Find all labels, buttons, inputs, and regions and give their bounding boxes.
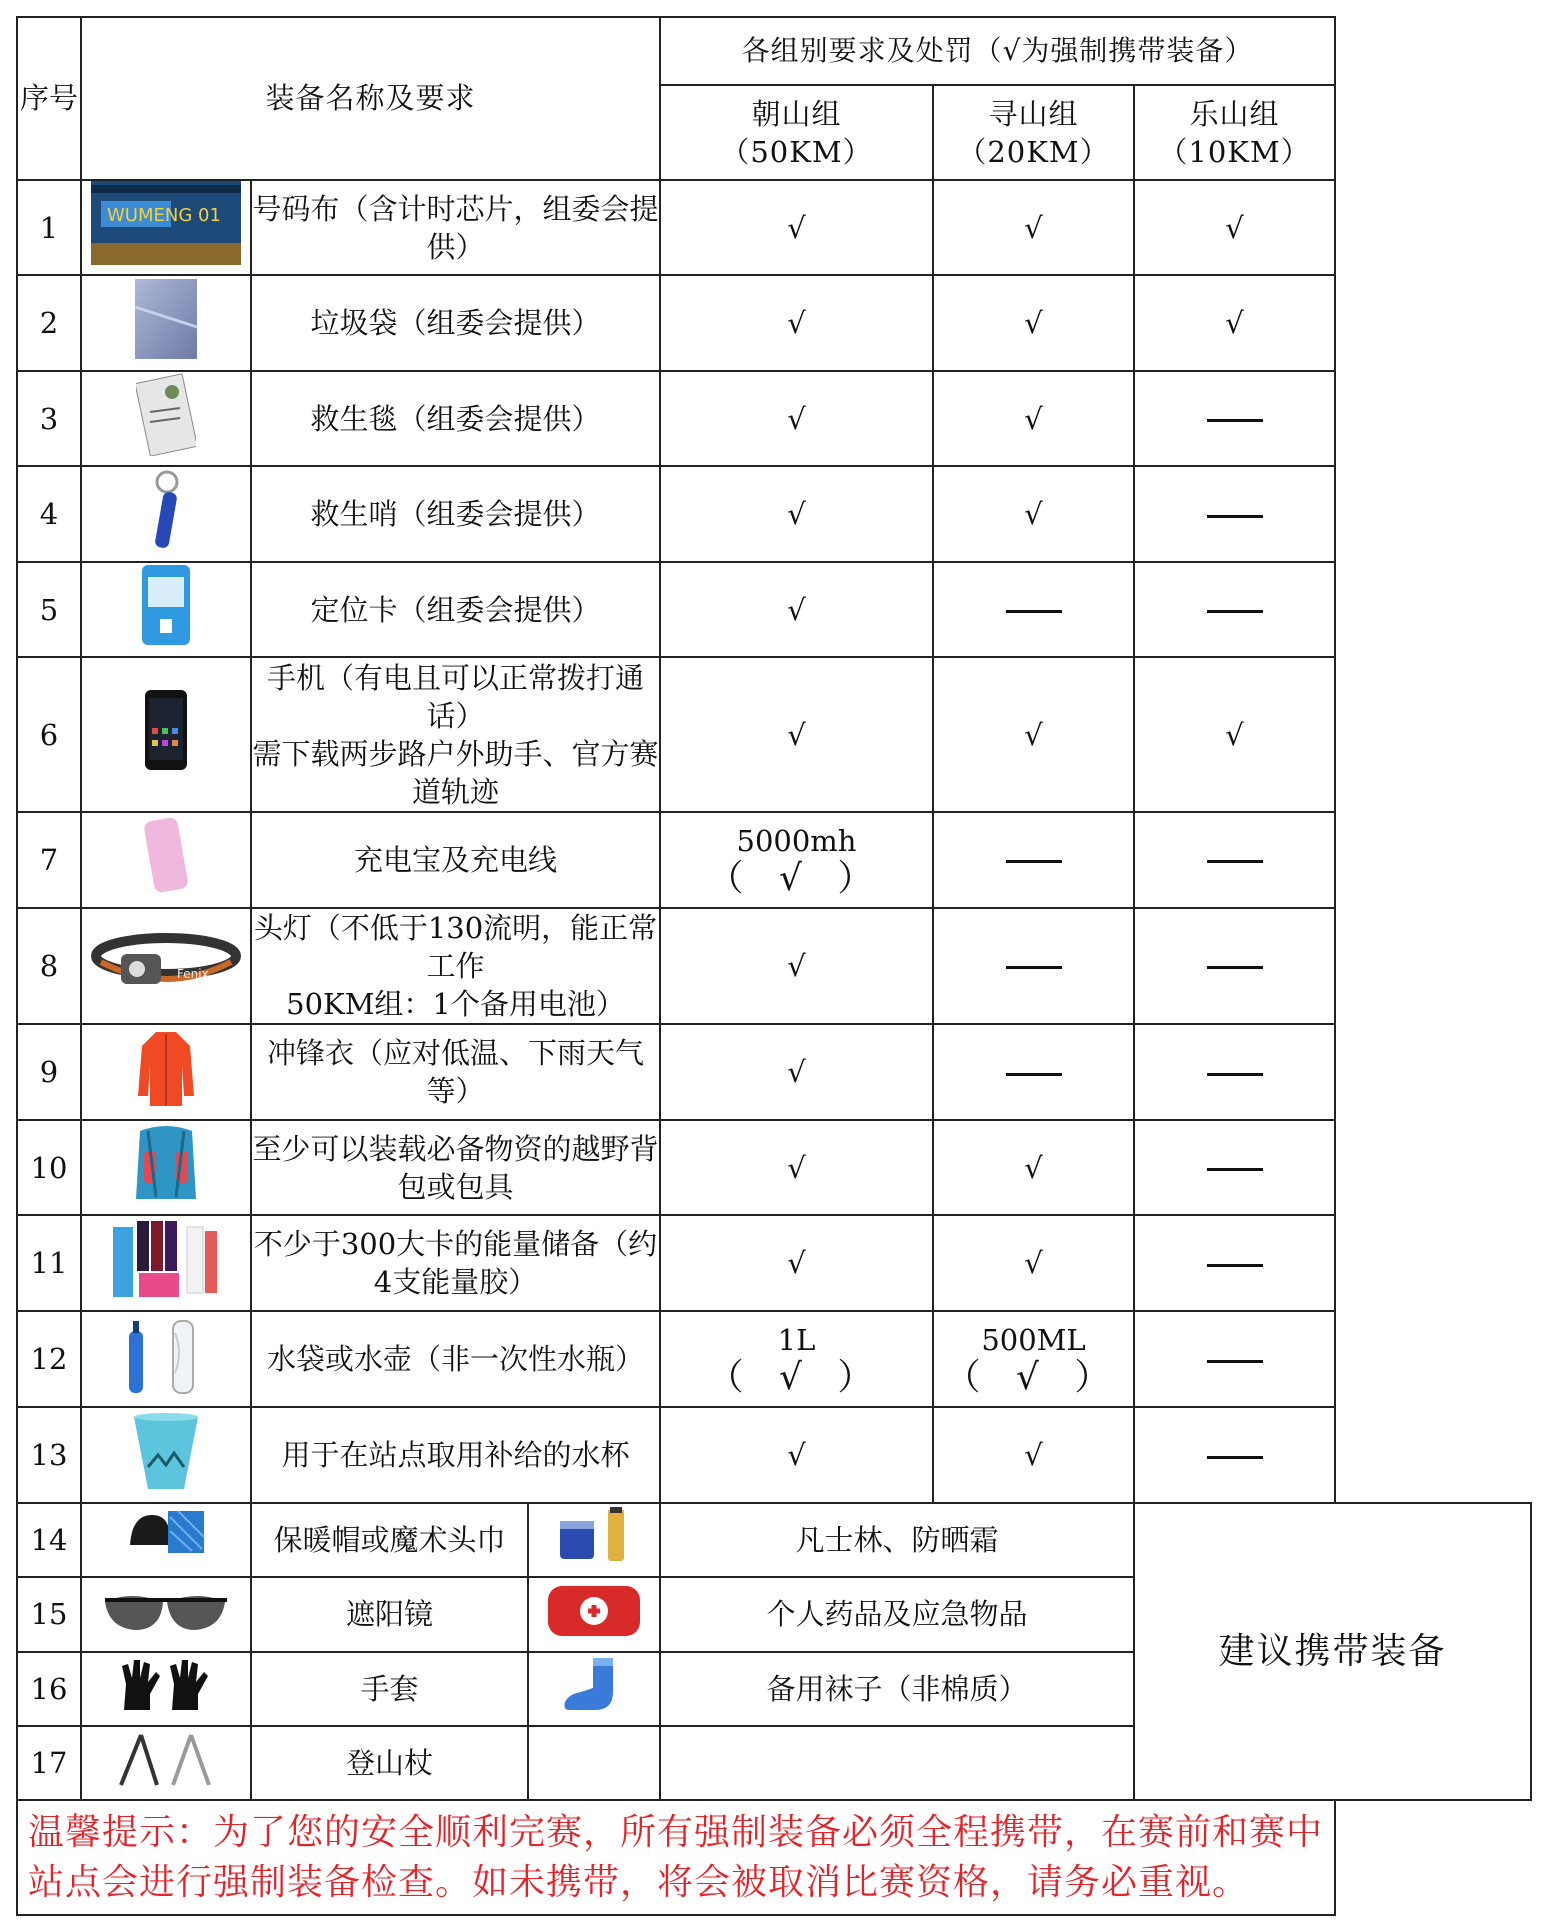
req-cell [933, 1024, 1134, 1120]
warning-row [17, 1800, 1531, 1915]
required-check: √ [787, 306, 806, 341]
not-required-dash [1207, 1168, 1263, 1171]
required-check: √ [1024, 401, 1043, 436]
req-cell [933, 657, 1134, 812]
req-cell [660, 812, 933, 908]
required-check: √ [787, 592, 806, 627]
req-cell [933, 1120, 1134, 1216]
req-amount: 5000mh [736, 823, 857, 858]
not-required-dash [1207, 966, 1263, 969]
equipment-row [17, 1120, 1531, 1216]
required-check: √ [787, 401, 806, 436]
required-check: √ [1024, 1438, 1043, 1473]
req-cell [1134, 275, 1335, 371]
item-image [81, 180, 251, 276]
equipment-row [17, 1311, 1531, 1408]
req-cell [1134, 371, 1335, 467]
item-name-line: 充电宝及充电线 [353, 842, 557, 877]
row-number: 9 [17, 1024, 81, 1120]
item-name [251, 371, 660, 467]
energy-gel-icon [82, 1217, 250, 1310]
item-name [251, 812, 660, 908]
item-image [81, 275, 251, 371]
equipment-row [17, 180, 1531, 276]
not-required-dash [1006, 860, 1062, 863]
required-check: √ [787, 1438, 806, 1473]
req-cell [933, 812, 1134, 908]
required-check: √ [1024, 717, 1043, 752]
not-required-dash [1207, 1264, 1263, 1267]
req-cell [1134, 466, 1335, 562]
item-name-line: 水袋或水壶（非一次性水瓶） [266, 1342, 644, 1377]
suggested-item-left: 遮阳镜 [251, 1577, 528, 1651]
row-number: 8 [17, 908, 81, 1025]
group-header-10km [1134, 85, 1335, 179]
req-cell [1134, 908, 1335, 1025]
trekking-poles-icon [82, 1729, 250, 1798]
suggested-row [17, 1503, 1531, 1577]
required-check: √ [787, 1150, 806, 1185]
req-amount: 500ML [981, 1323, 1086, 1358]
req-mark: （ √ ） [944, 1357, 1123, 1399]
req-cell [1134, 1407, 1335, 1503]
gloves-icon [82, 1654, 250, 1723]
item-image [81, 1407, 251, 1503]
req-cell [660, 1407, 933, 1503]
req-cell [1134, 812, 1335, 908]
item-name [251, 657, 660, 812]
equipment-row [17, 812, 1531, 908]
item-image [528, 1726, 660, 1800]
row-number: 15 [17, 1577, 81, 1651]
warning-text: 温馨提示：为了您的安全顺利完赛，所有强制装备必须全程携带，在赛前和赛中站点会进行强制装备检查。如未携带，将会被取消比赛资格，请务必重视。 [17, 1800, 1335, 1915]
not-required-dash [1207, 610, 1263, 613]
item-name [251, 1311, 660, 1408]
req-cell [1134, 562, 1335, 658]
item-image [81, 1311, 251, 1408]
item-image [81, 812, 251, 908]
item-name-line: 手机（有电且可以正常拨打通话） [266, 660, 644, 733]
req-cell [933, 562, 1134, 658]
item-name [251, 1215, 660, 1311]
req-cell [660, 562, 933, 658]
row-number: 12 [17, 1311, 81, 1408]
item-image [81, 466, 251, 562]
not-required-dash [1207, 1360, 1263, 1363]
item-name-line: 50KM组：1个备用电池） [286, 986, 625, 1021]
sunscreen-icon [529, 1505, 659, 1574]
required-check: √ [1024, 497, 1043, 532]
cup-icon [82, 1409, 250, 1502]
item-name [251, 1024, 660, 1120]
item-image [81, 1503, 251, 1577]
first-aid-kit-icon [529, 1580, 659, 1649]
not-required-dash [1006, 1073, 1062, 1076]
row-number: 2 [17, 275, 81, 371]
required-check: √ [1024, 1246, 1043, 1281]
row-number: 14 [17, 1503, 81, 1577]
group-distance: （10KM） [1158, 134, 1311, 169]
req-cell [933, 1311, 1134, 1408]
item-image [81, 1652, 251, 1726]
not-required-dash [1207, 1073, 1263, 1076]
group-header-20km [933, 85, 1134, 179]
required-check: √ [1024, 210, 1043, 245]
name-header: 装备名称及要求 [81, 17, 660, 180]
suggested-item-right [660, 1726, 1134, 1800]
suggested-item-right: 备用袜子（非棉质） [660, 1652, 1134, 1726]
req-cell [1134, 1024, 1335, 1120]
headlamp-icon [82, 926, 250, 1005]
group-distance: （50KM） [720, 134, 873, 169]
req-cell [660, 1311, 933, 1408]
backpack-icon [82, 1121, 250, 1214]
item-name-line: 用于在站点取用补给的水杯 [281, 1438, 630, 1473]
not-required-dash [1207, 860, 1263, 863]
item-image [528, 1652, 660, 1726]
race-bib-icon [82, 181, 250, 274]
item-image [81, 657, 251, 812]
req-cell [1134, 1120, 1335, 1216]
group-name: 寻山组 [988, 96, 1079, 131]
req-cell [1134, 657, 1335, 812]
required-check: √ [1225, 306, 1244, 341]
row-number: 11 [17, 1215, 81, 1311]
row-number: 17 [17, 1726, 81, 1800]
trash-bag-icon [82, 277, 250, 370]
group-header-50km [660, 85, 933, 179]
item-name-line: 救生哨（组委会提供） [310, 497, 601, 532]
item-name-line: 不少于300大卡的能量储备（约4支能量胶） [253, 1227, 658, 1300]
row-number: 4 [17, 466, 81, 562]
phone-icon [82, 688, 250, 781]
row-number: 7 [17, 812, 81, 908]
item-name-line: 至少可以装载必备物资的越野背包或包具 [252, 1131, 659, 1204]
item-name-line: 需下载两步路户外助手、官方赛道轨迹 [252, 736, 659, 809]
req-cell [933, 371, 1134, 467]
req-mark: （ √ ） [707, 1357, 886, 1399]
equipment-row [17, 908, 1531, 1025]
emergency-blanket-icon [82, 372, 250, 465]
item-image [81, 1726, 251, 1800]
req-mark: （ √ ） [707, 857, 886, 899]
equipment-row [17, 371, 1531, 467]
item-name-line: 号码布（含计时芯片，组委会提供） [252, 191, 659, 264]
req-cell [660, 275, 933, 371]
suggested-item-left: 手套 [251, 1652, 528, 1726]
suggested-item-left: 保暖帽或魔术头巾 [251, 1503, 528, 1577]
item-image [81, 371, 251, 467]
not-required-dash [1006, 966, 1062, 969]
req-cell [1134, 180, 1335, 276]
seq-header: 序号 [17, 17, 81, 180]
sunglasses-icon [82, 1580, 250, 1649]
sock-icon [529, 1654, 659, 1723]
req-cell [1134, 1311, 1335, 1408]
item-image [81, 1215, 251, 1311]
item-name-line: 冲锋衣（应对低温、下雨天气等） [266, 1036, 644, 1109]
item-name [251, 1120, 660, 1216]
item-image [81, 1577, 251, 1651]
required-check: √ [1024, 1150, 1043, 1185]
svg-text:WUMENG 01: WUMENG 01 [107, 205, 221, 227]
suggested-item-left: 登山杖 [251, 1726, 528, 1800]
not-required-dash [1207, 1456, 1263, 1459]
row-number: 16 [17, 1652, 81, 1726]
group-title: 各组别要求及处罚（√为强制携带装备） [660, 17, 1335, 85]
required-check: √ [787, 1055, 806, 1090]
required-check: √ [1024, 306, 1043, 341]
equipment-table [16, 16, 1532, 1916]
req-cell [660, 466, 933, 562]
gps-card-icon [82, 563, 250, 656]
item-name-line: 定位卡（组委会提供） [310, 592, 601, 627]
item-name-line: 垃圾袋（组委会提供） [310, 306, 601, 341]
req-cell [660, 908, 933, 1025]
item-name [251, 466, 660, 562]
item-name [251, 180, 660, 276]
required-check: √ [1225, 210, 1244, 245]
req-cell [1134, 1215, 1335, 1311]
item-name [251, 1407, 660, 1503]
not-required-dash [1006, 610, 1062, 613]
jacket-icon [82, 1026, 250, 1119]
suggested-label: 建议携带装备 [1134, 1503, 1531, 1801]
req-cell [660, 180, 933, 276]
equipment-row [17, 275, 1531, 371]
req-cell [933, 275, 1134, 371]
req-cell [660, 1024, 933, 1120]
row-number: 1 [17, 180, 81, 276]
req-cell [660, 1215, 933, 1311]
req-cell [660, 1120, 933, 1216]
row-number: 10 [17, 1120, 81, 1216]
required-check: √ [787, 948, 806, 983]
item-image [528, 1503, 660, 1577]
req-cell [933, 1407, 1134, 1503]
equipment-row [17, 562, 1531, 658]
equipment-row [17, 1215, 1531, 1311]
item-name [251, 275, 660, 371]
req-cell [660, 371, 933, 467]
item-name [251, 908, 660, 1025]
required-check: √ [787, 717, 806, 752]
row-number: 6 [17, 657, 81, 812]
item-image [81, 1024, 251, 1120]
item-name [251, 562, 660, 658]
not-required-dash [1207, 515, 1263, 518]
item-image [81, 908, 251, 1025]
row-number: 5 [17, 562, 81, 658]
group-name: 朝山组 [751, 96, 842, 131]
item-image [528, 1577, 660, 1651]
water-bottle-icon [82, 1313, 250, 1406]
required-check: √ [787, 210, 806, 245]
group-name: 乐山组 [1189, 96, 1280, 131]
req-cell [933, 466, 1134, 562]
req-amount: 1L [777, 1323, 816, 1358]
equipment-row [17, 466, 1531, 562]
equipment-row [17, 1024, 1531, 1120]
item-image [81, 562, 251, 658]
item-name-line: 救生毯（组委会提供） [310, 401, 601, 436]
row-number: 3 [17, 371, 81, 467]
hat-icon [82, 1505, 250, 1574]
svg-text:Fenix: Fenix [177, 967, 209, 982]
req-cell [933, 908, 1134, 1025]
required-check: √ [787, 1246, 806, 1281]
equipment-row [17, 657, 1531, 812]
suggested-item-right: 凡士林、防晒霜 [660, 1503, 1134, 1577]
equipment-row [17, 1407, 1531, 1503]
whistle-icon [82, 468, 250, 561]
item-image [81, 1120, 251, 1216]
item-name-line: 头灯（不低于130流明，能正常工作 [253, 910, 658, 983]
required-check: √ [1225, 717, 1244, 752]
suggested-item-right: 个人药品及应急物品 [660, 1577, 1134, 1651]
power-bank-icon [82, 813, 250, 906]
group-distance: （20KM） [957, 134, 1110, 169]
required-check: √ [787, 497, 806, 532]
req-cell [660, 657, 933, 812]
row-number: 13 [17, 1407, 81, 1503]
not-required-dash [1207, 419, 1263, 422]
req-cell [933, 180, 1134, 276]
req-cell [933, 1215, 1134, 1311]
